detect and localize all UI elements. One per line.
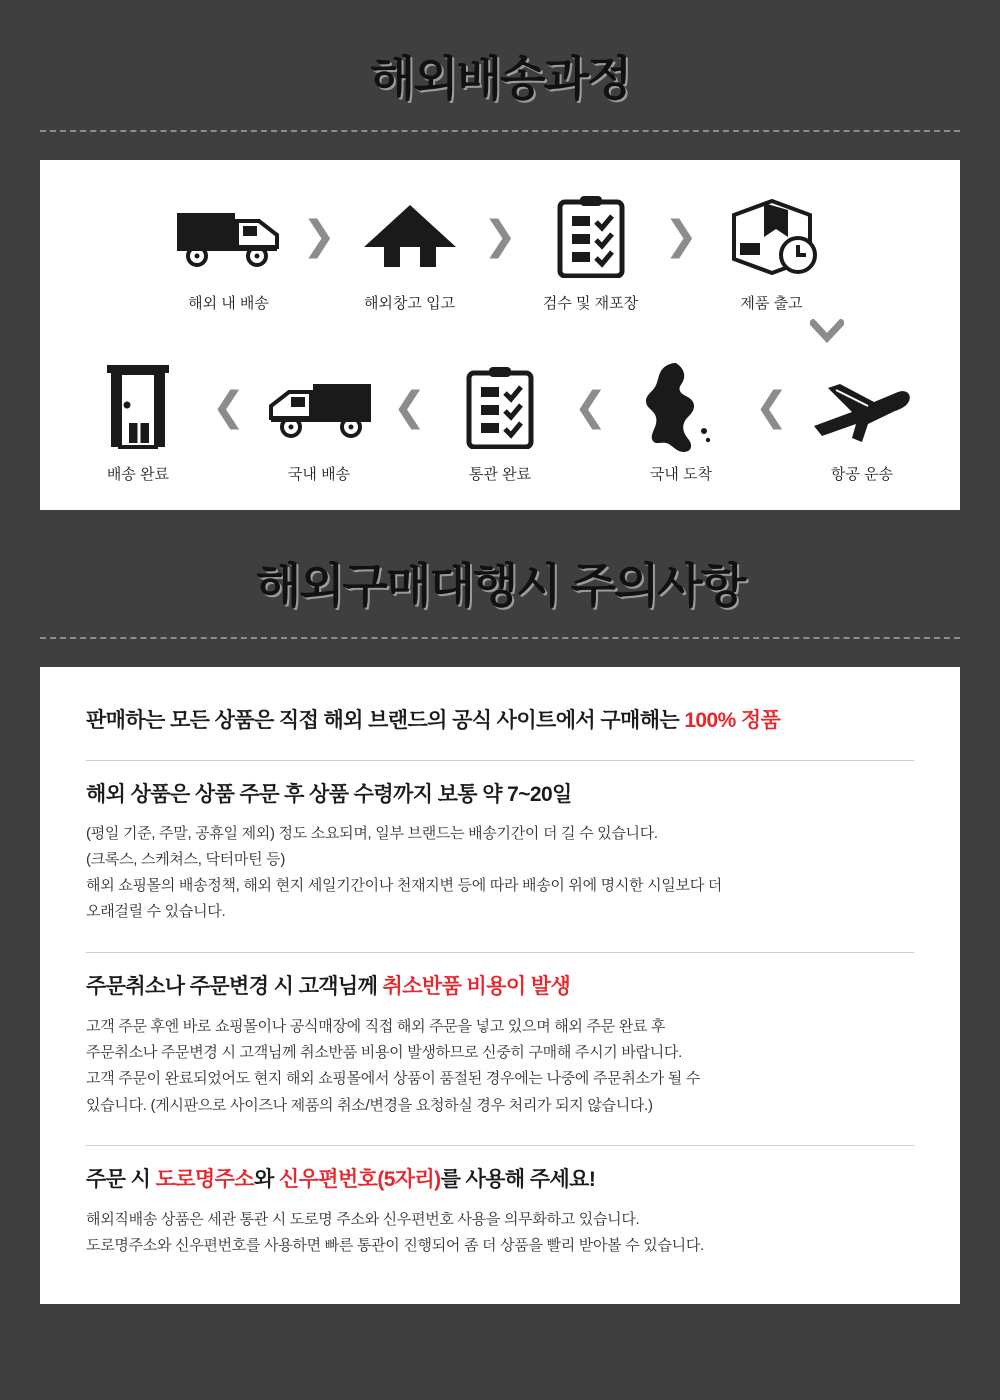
arrow-right-icon [477, 190, 523, 282]
chevron-left-glyph: ❮ [573, 384, 608, 430]
arrow-right-icon [658, 190, 704, 282]
truck-icon [265, 361, 373, 453]
divider-top [40, 130, 960, 132]
arrow-down-wrap [40, 315, 960, 349]
flow-step-label: 배송 완료 [106, 466, 170, 483]
notice-body-line: (크록스, 스케쳐스, 닥터마틴 등) [86, 850, 286, 868]
flow-step-customs-cleared [433, 361, 568, 484]
arrow-left-icon [206, 361, 252, 453]
notice-heading-text: 주문취소나 주문변경 시 고객님께 [86, 974, 383, 998]
notice-block-address [86, 1166, 914, 1264]
notice-heading-highlight-2: 신우편번호(5자리) [278, 1167, 441, 1191]
flow-step-label: 국내 도착 [649, 466, 713, 483]
notice-body [86, 1207, 914, 1260]
notice-body-line: (평일 기준, 주말, 공휴일 제외) 정도 소요되며, 일부 브랜드는 배송기간이 더 길 수 있습니다. [86, 824, 658, 842]
flow-step-domestic-arrival [614, 361, 749, 484]
clipboard-check-icon [554, 190, 628, 282]
flow-row-2 [40, 361, 960, 484]
flow-step-label: 항공 운송 [830, 466, 894, 483]
flow-step-label: 검수 및 재포장 [542, 295, 639, 312]
flow-step-air-transport [795, 361, 930, 484]
notice-body-line: 해외 쇼핑몰의 배송정책, 해외 현지 세일기간이나 천재지변 등에 따라 배송이 위에 명시한 시일보다 더 [86, 877, 722, 895]
airplane-icon [806, 361, 918, 453]
notice-block-authentic [86, 707, 914, 738]
divider-notice-3 [86, 1145, 914, 1146]
notice-body [86, 821, 914, 926]
notice-body-line: 해외직배송 상품은 세관 통관 시 도로명 주소와 신우편번호 사용을 의무화하고 있습니다. [86, 1211, 640, 1229]
flow-step-label: 제품 출고 [740, 295, 803, 312]
flow-step-warehouse-in [342, 190, 477, 313]
notice-block-cancel-fee [86, 973, 914, 1123]
flow-step-domestic-delivery [252, 361, 387, 484]
warehouse-home-icon [362, 190, 458, 282]
notice-heading-text-mid: 와 [253, 1167, 279, 1191]
arrow-left-icon [568, 361, 614, 453]
shipping-flow-card [40, 160, 960, 510]
flow-step-label: 국내 배송 [287, 466, 351, 483]
section-heading-shipping-process [0, 0, 1000, 105]
notice-body-line: 고객 주문이 완료되었어도 현지 해외 쇼핑몰에서 상품이 품절된 경우에는 나중에 주문취소가 될 수 [86, 1070, 701, 1088]
notice-body-line: 고객 주문 후엔 바로 쇼핑몰이나 공식매장에 직접 해외 주문을 넣고 있으며 해외 주문 완료 후 [86, 1017, 666, 1035]
chevron-left-glyph: ❮ [211, 384, 246, 430]
divider-notice-1 [86, 760, 914, 761]
flow-step-overseas-delivery [161, 190, 296, 313]
notice-body [86, 1014, 914, 1119]
chevron-right-glyph: ❯ [483, 213, 517, 259]
chevron-left-glyph: ❮ [754, 384, 789, 430]
notice-heading [86, 1166, 914, 1193]
notice-heading-text: 판매하는 모든 상품은 직접 해외 브랜드의 공식 사이트에서 구매해는 [86, 709, 685, 732]
chevron-right-glyph: ❯ [302, 213, 336, 259]
arrow-left-icon [387, 361, 433, 453]
notice-body-line: 주문취소나 주문변경 시 고객님께 취소반품 비용이 발생하므로 신중히 구매해 주시기 바랍니다. [86, 1044, 682, 1062]
section-heading-notice [0, 510, 1000, 612]
flow-step-delivery-complete [71, 361, 206, 484]
notice-heading: 해외 상품은 상품 주문 후 상품 수령까지 보통 약 7~20일 [86, 783, 572, 807]
notice-heading-text: 주문 시 [86, 1167, 156, 1191]
chevron-left-glyph: ❮ [392, 384, 427, 430]
clipboard-check-icon [463, 361, 537, 453]
section-title-notice: 해외구매대행시 주의사항 [255, 559, 745, 612]
flow-step-label: 해외 내 배송 [188, 295, 269, 312]
notice-heading-highlight: 도로명주소 [155, 1167, 254, 1191]
notice-block-leadtime [86, 781, 914, 929]
divider-middle [40, 637, 960, 639]
arrow-left-icon [749, 361, 795, 453]
page-title: 해외배송과정 [369, 52, 631, 105]
door-delivery-icon [103, 361, 173, 453]
flow-row-1 [40, 190, 960, 313]
notice-heading [86, 973, 914, 1000]
notice-heading-text-after: 를 사용해 주세요! [440, 1167, 596, 1191]
notice-heading-highlight: 100% 정품 [684, 709, 781, 732]
korea-map-icon [646, 361, 716, 453]
notice-body-line: 있습니다. (게시판으로 사이즈나 제품의 취소/변경을 요청하실 경우 처리가 되지 않습니다.) [86, 1096, 653, 1114]
flow-step-label: 해외창고 입고 [363, 295, 456, 312]
arrow-right-icon [296, 190, 342, 282]
box-clock-icon [724, 190, 820, 282]
flow-step-label: 통관 완료 [468, 466, 532, 483]
notice-body-line: 오래걸릴 수 있습니다. [86, 903, 226, 921]
flow-step-product-shipped [704, 190, 839, 313]
truck-icon [175, 190, 283, 282]
flow-step-inspection-repack [523, 190, 658, 313]
notice-heading [86, 707, 914, 734]
arrow-down-icon [810, 315, 844, 349]
notice-body-line: 도로명주소와 신우편번호를 사용하면 빠른 통관이 진행되어 좀 더 상품을 빨리 받아볼 수 있습니다. [86, 1237, 704, 1255]
notice-heading-highlight: 취소반품 비용이 발생 [382, 974, 571, 998]
notice-card [40, 667, 960, 1304]
divider-notice-2 [86, 952, 914, 953]
chevron-right-glyph: ❯ [664, 213, 698, 259]
